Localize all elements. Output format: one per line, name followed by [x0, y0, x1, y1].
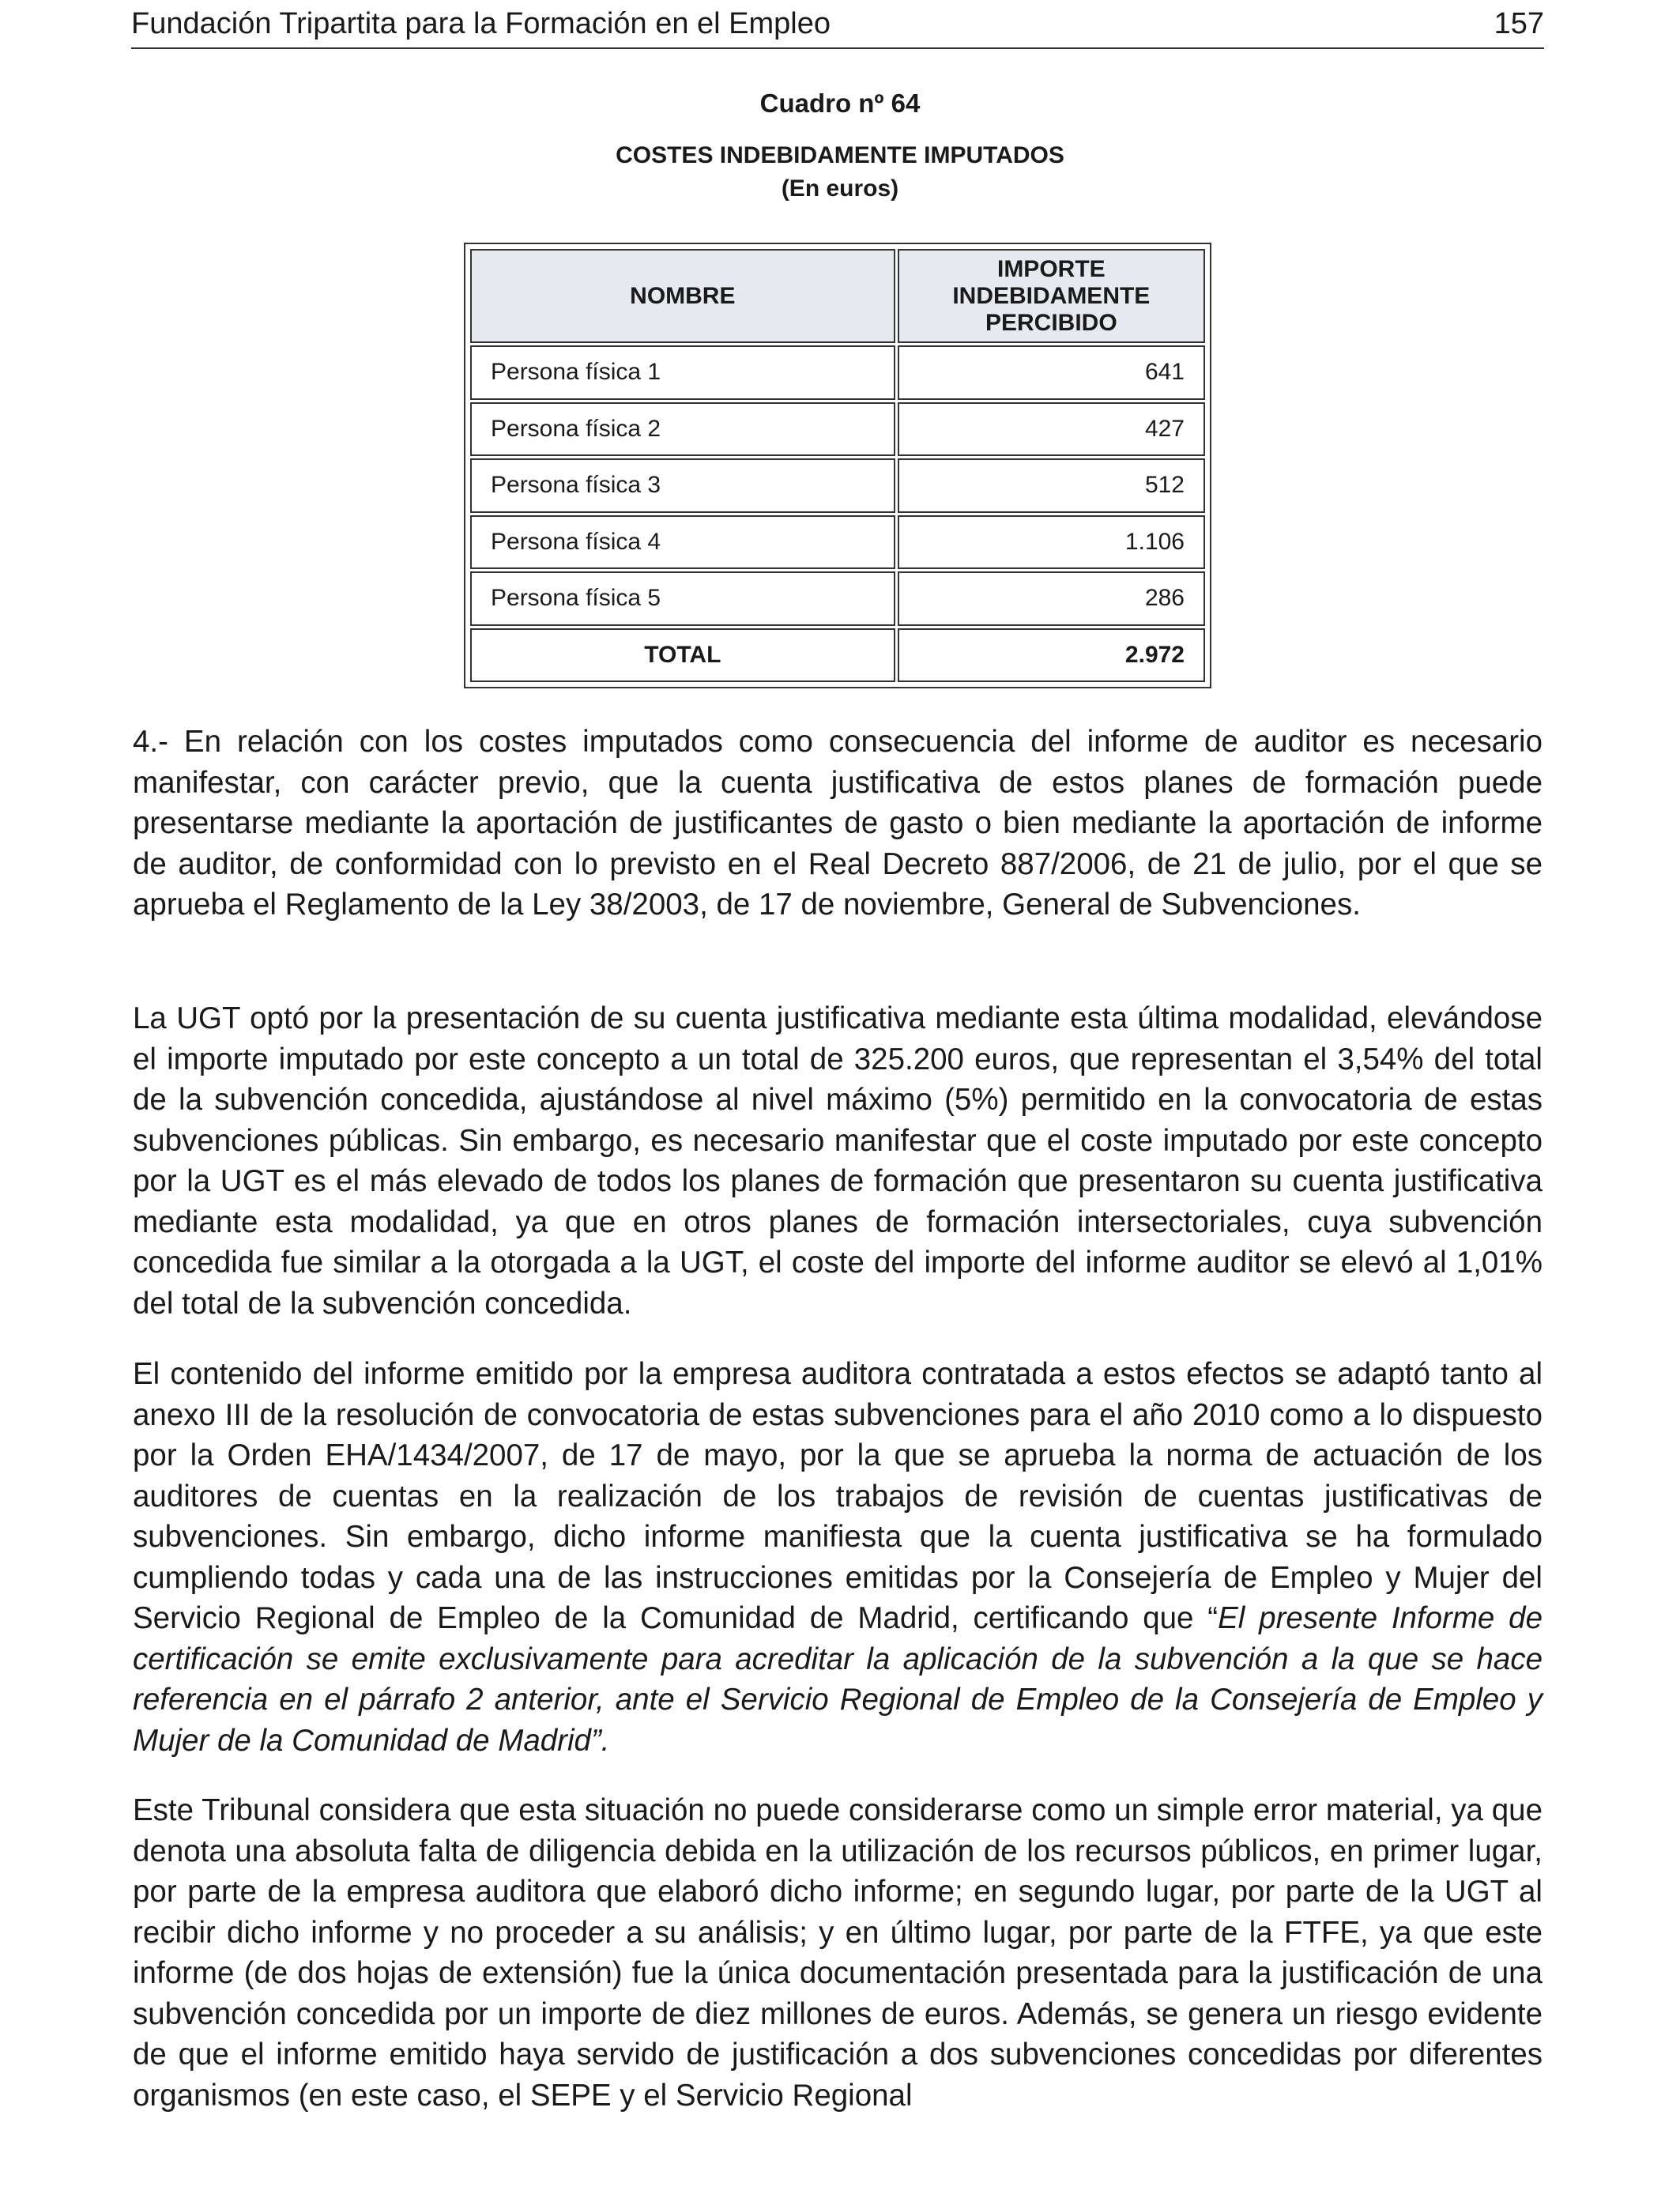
row-amount: 427 — [898, 402, 1205, 457]
table-caption-unit: (En euros) — [781, 175, 899, 202]
paragraph-tribunal-assessment: Este Tribunal considera que esta situación no puede considerarse como un simple error material, ya que denota una absoluta falta de diligencia debida en la utilización de los recursos públicos, en primer lugar, por parte de la empresa auditora que elaboró dicho informe; en segundo lugar, por parte de la UGT al recibir dicho informe y no proceder a su análisis; y en último lugar, por parte de la FTFE, ya que este informe (de dos hojas de extensión) fue la única documentación presentada para la justificación de una subvención concedida por un importe de diez millones de euros. Además, se genera un riesgo evidente de que el informe emitido haya servido de justificación a dos subvenciones concedidas por diferentes organismos (en este caso, el SEPE y el Servicio Regional — [133, 1793, 1543, 2113]
table-total-row — [470, 628, 1205, 683]
header-title: Fundación Tripartita para la Formación en el Empleo — [131, 7, 831, 40]
table-row — [470, 345, 1205, 400]
table-row — [470, 458, 1205, 513]
row-name: Persona física 3 — [470, 458, 895, 513]
row-name: Persona física 2 — [470, 402, 895, 457]
column-header-name: NOMBRE — [470, 249, 895, 343]
table-row — [470, 571, 1205, 626]
page-number: 157 — [1494, 7, 1544, 40]
column-header-amount: IMPORTE INDEBIDAMENTE PERCIBIDO — [898, 249, 1205, 343]
page-header — [131, 6, 1544, 49]
total-label: TOTAL — [470, 628, 895, 683]
costs-table-frame — [464, 243, 1211, 688]
row-name: Persona física 4 — [470, 515, 895, 570]
row-name: Persona física 5 — [470, 571, 895, 626]
row-amount: 641 — [898, 345, 1205, 400]
total-amount: 2.972 — [898, 628, 1205, 683]
row-amount: 286 — [898, 571, 1205, 626]
paragraph-ugt-justification: La UGT optó por la presentación de su cuenta justificativa mediante esta última modalidad, elevándose el importe imputado por este concepto a un total de 325.200 euros, que representan el 3,54% del total de la subvención concedida, ajustándose al nivel máximo (5%) permitido en la convocatoria de estas subvenciones públicas. Sin embargo, es necesario manifestar que el coste imputado por este concepto por la UGT es el más elevado de todos los planes de formación que presentaron su cuenta justificativa mediante esta modalidad, ya que en otros planes de formación intersectoriales, cuya subvención concedida fue similar a la otorgada a la UGT, el coste del importe del informe auditor se elevó al 1,01% del total de la subvención concedida. — [133, 1001, 1543, 1321]
costs-table — [468, 247, 1207, 684]
row-amount: 512 — [898, 458, 1205, 513]
table-header-row — [470, 249, 1205, 343]
paragraph-text: El contenido del informe emitido por la empresa auditora contratada a estos efectos se adaptó tanto al anexo III de la resolución de convocatoria de estas subvenciones para el año 2010 como a lo dispuesto por la Orden EHA/1434/2007, de 17 de mayo, por la que se aprueba la norma de actuación de los auditores de cuentas en la realización de los trabajos de revisión de cuentas justificativas de subvenciones. Sin embargo, dicho informe manifiesta que la cuenta justificativa se ha formulado cumpliendo todas y cada una de las instrucciones emitidas por la Consejería de Empleo y Mujer del Servicio Regional de Empleo de la Comunidad de Madrid, certificando que “ — [133, 1357, 1543, 1635]
paragraph-auditor-report — [133, 1354, 1543, 1761]
paragraph-auditor-costs: 4.- En relación con los costes imputados como consecuencia del informe de auditor es necesario manifestar, con carácter previo, que la cuenta justificativa de estos planes de formación puede presentarse mediante la aportación de justificantes de gasto o bien mediante la aportación de informe de auditor, de conformidad con lo previsto en el Real Decreto 887/2006, de 21 de julio, por el que se aprueba el Reglamento de la Ley 38/2003, de 17 de noviembre, General de Subvenciones. — [133, 725, 1543, 922]
row-amount: 1.106 — [898, 515, 1205, 570]
quoted-certification: El presente Informe de certificación se emite exclusivamente para acreditar la aplicación de la subvención a la que se hace referencia en el párrafo 2 anterior, ante el Servicio Regional de Empleo de la Consejería de Empleo y Mujer de la Comunidad de Madrid”. — [133, 1601, 1543, 1758]
row-name: Persona física 1 — [470, 345, 895, 400]
table-caption-title: COSTES INDEBIDAMENTE IMPUTADOS — [616, 142, 1064, 168]
table-caption-number: Cuadro nº 64 — [759, 89, 921, 118]
table-row — [470, 515, 1205, 570]
table-row — [470, 402, 1205, 457]
